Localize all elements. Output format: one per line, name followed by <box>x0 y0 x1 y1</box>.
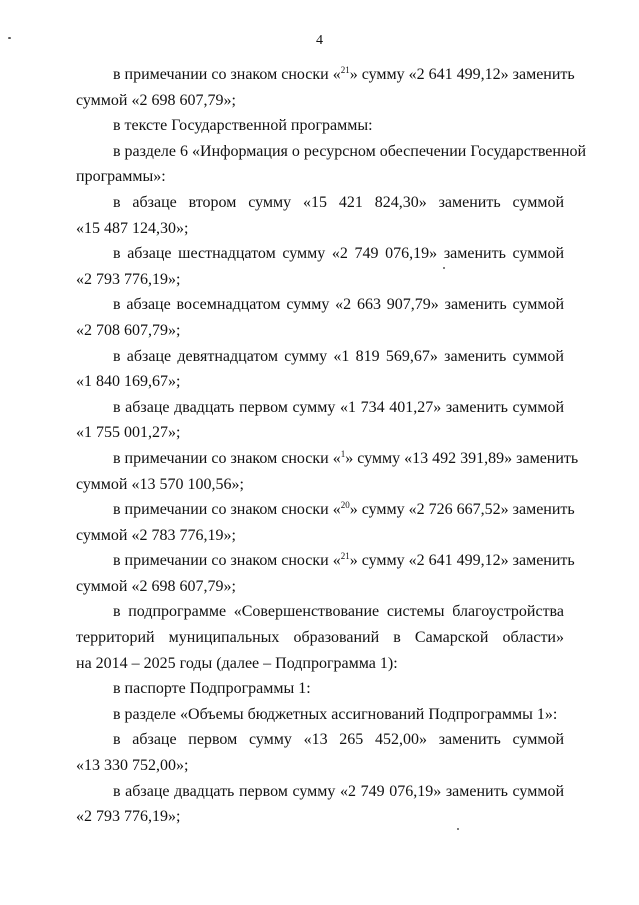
paragraph-line: в абзаце девятнадцатом сумму «1 819 569,67» заменить суммой <box>113 347 564 365</box>
scan-speck <box>443 267 445 269</box>
line-text-suffix: » сумму «2 641 499,12» заменить <box>349 66 575 83</box>
paragraph-line: суммой «2 783 776,19»; <box>76 526 236 544</box>
paragraph-line: «2 793 776,19»; <box>76 808 181 826</box>
paragraph-line: программы»: <box>76 168 166 186</box>
paragraph-line <box>76 446 579 472</box>
footnote-mark: 1 <box>340 448 346 459</box>
paragraph-line: в разделе 6 «Информация о ресурсном обеспечении Государственной <box>113 142 587 160</box>
scan-speck <box>8 37 11 39</box>
paragraph-line: «13 330 752,00»; <box>76 757 189 775</box>
paragraph-line: в паспорте Подпрограммы 1: <box>113 680 311 698</box>
paragraph-line: в разделе «Объемы бюджетных ассигнований Подпрограммы 1»: <box>113 705 558 723</box>
scan-speck <box>457 828 459 830</box>
line-text-suffix: » сумму «13 492 391,89» заменить <box>345 449 579 467</box>
paragraph-line: «1 840 169,67»; <box>76 373 181 391</box>
paragraph-line: в абзаце втором сумму «15 421 824,30» заменить суммой <box>113 193 564 211</box>
footnote-mark: 21 <box>340 65 350 75</box>
footnote-mark: 21 <box>340 551 350 562</box>
paragraph-line: в абзаце шестнадцатом сумму «2 749 076,19» заменить суммой <box>113 245 564 263</box>
paragraph-line: в подпрограмме «Совершенствование системы благоустройства <box>113 603 564 621</box>
footnote-mark: 20 <box>340 500 350 511</box>
line-text-prefix: в примечании со знаком сноски « <box>113 66 341 83</box>
paragraph-line: на 2014 – 2025 годы (далее – Подпрограмма 1): <box>76 654 398 672</box>
line-text-prefix: в примечании со знаком сноски « <box>113 552 341 570</box>
paragraph-line: «2 793 776,19»; <box>76 270 181 288</box>
paragraph-line <box>76 497 575 523</box>
line-text-prefix: в примечании со знаком сноски « <box>113 501 341 519</box>
line-text-prefix: в примечании со знаком сноски « <box>113 449 341 467</box>
paragraph-line: «2 708 607,79»; <box>76 321 181 339</box>
paragraph-line: территорий муниципальных образований в Самарской области» <box>76 629 564 647</box>
paragraph-line: в абзаце двадцать первом сумму «2 749 076,19» заменить суммой <box>113 782 564 800</box>
paragraph-line: «1 755 001,27»; <box>76 424 181 442</box>
paragraph-line: «15 487 124,30»; <box>76 219 189 237</box>
document-body <box>76 62 587 830</box>
paragraph-line <box>76 548 575 574</box>
paragraph-line: суммой «2 698 607,79»; <box>76 577 236 595</box>
line-text-suffix: » сумму «2 726 667,52» заменить <box>349 501 575 519</box>
paragraph-line: в абзаце двадцать первом сумму «1 734 401,27» заменить суммой <box>113 398 564 416</box>
paragraph-line: в тексте Государственной программы: <box>113 117 373 135</box>
paragraph-line: суммой «13 570 100,56»; <box>76 475 244 493</box>
line-text-suffix: » сумму «2 641 499,12» заменить <box>349 552 575 570</box>
paragraph-line: в абзаце первом сумму «13 265 452,00» заменить суммой <box>113 731 564 749</box>
page-number: 4 <box>316 33 323 48</box>
paragraph-line: в абзаце восемнадцатом сумму «2 663 907,79» заменить суммой <box>113 296 564 314</box>
paragraph-line: суммой «2 698 607,79»; <box>76 91 236 109</box>
paragraph-line <box>76 62 575 88</box>
